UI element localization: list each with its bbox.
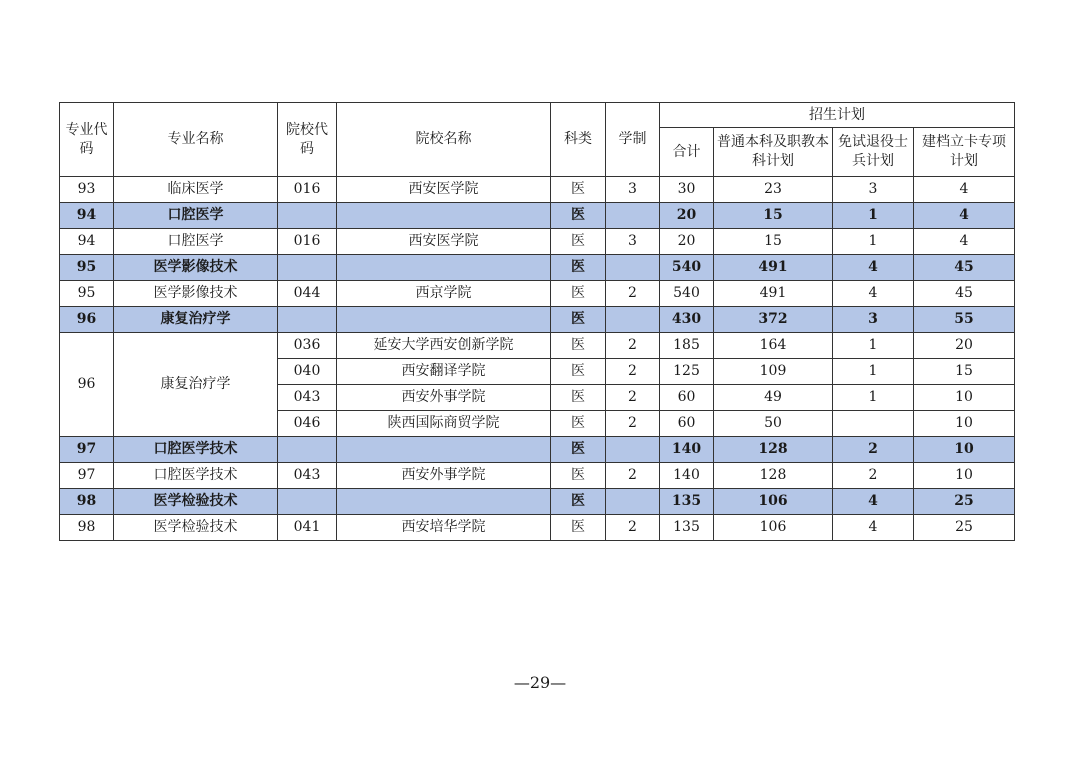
cell-veteran: 3	[833, 177, 914, 203]
cell-school-name	[337, 203, 551, 229]
cell-duration: 2	[606, 359, 660, 385]
cell-major-name: 临床医学	[114, 177, 278, 203]
cell-regular: 491	[714, 281, 833, 307]
cell-school-code: 043	[278, 385, 337, 411]
cell-special: 25	[914, 515, 1015, 541]
cell-total: 540	[660, 255, 714, 281]
cell-special: 10	[914, 411, 1015, 437]
cell-regular: 109	[714, 359, 833, 385]
cell-duration: 2	[606, 463, 660, 489]
cell-veteran: 4	[833, 515, 914, 541]
cell-school-name: 陕西国际商贸学院	[337, 411, 551, 437]
cell-total: 125	[660, 359, 714, 385]
cell-major-code: 98	[60, 489, 114, 515]
cell-school-code: 043	[278, 463, 337, 489]
cell-major-name: 康复治疗学	[114, 307, 278, 333]
cell-major-code: 97	[60, 463, 114, 489]
header-category: 科类	[551, 103, 606, 177]
cell-veteran: 2	[833, 437, 914, 463]
cell-school-code: 016	[278, 229, 337, 255]
table-row	[60, 515, 1015, 541]
cell-category: 医	[551, 203, 606, 229]
cell-school-name	[337, 255, 551, 281]
enrollment-plan-table	[59, 102, 1015, 541]
cell-major-name: 口腔医学技术	[114, 437, 278, 463]
cell-major-code: 98	[60, 515, 114, 541]
cell-regular: 23	[714, 177, 833, 203]
table-row	[60, 229, 1015, 255]
cell-category: 医	[551, 333, 606, 359]
table-row	[60, 333, 1015, 359]
cell-veteran: 2	[833, 463, 914, 489]
cell-category: 医	[551, 359, 606, 385]
summary-row	[60, 489, 1015, 515]
cell-regular: 372	[714, 307, 833, 333]
cell-special: 25	[914, 489, 1015, 515]
cell-school-name	[337, 489, 551, 515]
header-total: 合计	[660, 128, 714, 177]
cell-major-name: 医学影像技术	[114, 255, 278, 281]
cell-major-code: 94	[60, 203, 114, 229]
cell-major-name: 医学影像技术	[114, 281, 278, 307]
cell-duration	[606, 489, 660, 515]
cell-school-code	[278, 437, 337, 463]
cell-category: 医	[551, 437, 606, 463]
cell-school-name: 西安外事学院	[337, 463, 551, 489]
cell-total: 135	[660, 489, 714, 515]
cell-special: 10	[914, 385, 1015, 411]
cell-school-code	[278, 255, 337, 281]
cell-major-code: 93	[60, 177, 114, 203]
cell-category: 医	[551, 411, 606, 437]
cell-major-code: 96	[60, 333, 114, 437]
table-header	[60, 103, 1015, 177]
cell-major-code: 97	[60, 437, 114, 463]
summary-row	[60, 203, 1015, 229]
page-number: —29—	[513, 673, 567, 692]
cell-category: 医	[551, 515, 606, 541]
header-veteran: 免试退役士兵计划	[833, 128, 914, 177]
cell-regular: 164	[714, 333, 833, 359]
header-special: 建档立卡专项计划	[914, 128, 1015, 177]
cell-school-code: 036	[278, 333, 337, 359]
cell-special: 10	[914, 463, 1015, 489]
cell-major-code: 95	[60, 281, 114, 307]
cell-regular: 128	[714, 463, 833, 489]
cell-veteran: 4	[833, 255, 914, 281]
cell-major-code: 94	[60, 229, 114, 255]
cell-total: 30	[660, 177, 714, 203]
cell-major-name: 康复治疗学	[114, 333, 278, 437]
cell-regular: 128	[714, 437, 833, 463]
header-school-name: 院校名称	[337, 103, 551, 177]
cell-school-code: 040	[278, 359, 337, 385]
header-major-name: 专业名称	[114, 103, 278, 177]
cell-veteran: 1	[833, 203, 914, 229]
table-row	[60, 281, 1015, 307]
cell-special: 45	[914, 281, 1015, 307]
cell-duration	[606, 203, 660, 229]
cell-special: 15	[914, 359, 1015, 385]
cell-veteran: 1	[833, 333, 914, 359]
cell-total: 20	[660, 203, 714, 229]
cell-total: 540	[660, 281, 714, 307]
cell-school-name: 西安医学院	[337, 229, 551, 255]
cell-category: 医	[551, 463, 606, 489]
cell-special: 20	[914, 333, 1015, 359]
cell-school-name: 西安培华学院	[337, 515, 551, 541]
cell-duration	[606, 307, 660, 333]
cell-regular: 15	[714, 229, 833, 255]
cell-total: 185	[660, 333, 714, 359]
summary-row	[60, 437, 1015, 463]
cell-special: 4	[914, 229, 1015, 255]
cell-veteran: 3	[833, 307, 914, 333]
cell-special: 4	[914, 177, 1015, 203]
header-major-code: 专业代码	[60, 103, 114, 177]
cell-duration: 2	[606, 333, 660, 359]
table-row	[60, 177, 1015, 203]
cell-major-name: 口腔医学技术	[114, 463, 278, 489]
cell-category: 医	[551, 281, 606, 307]
cell-regular: 106	[714, 515, 833, 541]
cell-major-name: 医学检验技术	[114, 515, 278, 541]
cell-duration	[606, 255, 660, 281]
cell-duration	[606, 437, 660, 463]
cell-school-name	[337, 437, 551, 463]
cell-category: 医	[551, 177, 606, 203]
cell-school-name	[337, 307, 551, 333]
cell-school-name: 西京学院	[337, 281, 551, 307]
header-school-code: 院校代码	[278, 103, 337, 177]
cell-veteran: 4	[833, 281, 914, 307]
cell-total: 140	[660, 437, 714, 463]
cell-school-name: 西安翻译学院	[337, 359, 551, 385]
cell-school-code: 046	[278, 411, 337, 437]
cell-regular: 49	[714, 385, 833, 411]
header-duration: 学制	[606, 103, 660, 177]
cell-category: 医	[551, 255, 606, 281]
cell-special: 45	[914, 255, 1015, 281]
cell-special: 10	[914, 437, 1015, 463]
cell-duration: 3	[606, 229, 660, 255]
cell-category: 医	[551, 385, 606, 411]
cell-total: 60	[660, 385, 714, 411]
cell-duration: 2	[606, 281, 660, 307]
cell-duration: 2	[606, 515, 660, 541]
header-plan-group: 招生计划	[660, 103, 1015, 128]
cell-total: 430	[660, 307, 714, 333]
cell-total: 140	[660, 463, 714, 489]
cell-school-name: 延安大学西安创新学院	[337, 333, 551, 359]
table-body	[60, 177, 1015, 541]
cell-veteran: 1	[833, 385, 914, 411]
cell-major-name: 口腔医学	[114, 203, 278, 229]
cell-school-code: 044	[278, 281, 337, 307]
cell-school-code: 016	[278, 177, 337, 203]
cell-category: 医	[551, 489, 606, 515]
cell-major-code: 96	[60, 307, 114, 333]
cell-veteran: 1	[833, 229, 914, 255]
cell-duration: 2	[606, 385, 660, 411]
cell-regular: 106	[714, 489, 833, 515]
cell-special: 55	[914, 307, 1015, 333]
cell-major-name: 口腔医学	[114, 229, 278, 255]
cell-school-code	[278, 307, 337, 333]
cell-veteran: 4	[833, 489, 914, 515]
cell-school-code: 041	[278, 515, 337, 541]
cell-category: 医	[551, 307, 606, 333]
cell-major-name: 医学检验技术	[114, 489, 278, 515]
cell-category: 医	[551, 229, 606, 255]
cell-total: 60	[660, 411, 714, 437]
cell-duration: 3	[606, 177, 660, 203]
cell-major-code: 95	[60, 255, 114, 281]
cell-school-name: 西安外事学院	[337, 385, 551, 411]
cell-school-name: 西安医学院	[337, 177, 551, 203]
cell-regular: 491	[714, 255, 833, 281]
summary-row	[60, 255, 1015, 281]
cell-veteran: 1	[833, 359, 914, 385]
cell-veteran	[833, 411, 914, 437]
cell-total: 135	[660, 515, 714, 541]
table-row	[60, 463, 1015, 489]
cell-duration: 2	[606, 411, 660, 437]
cell-school-code	[278, 489, 337, 515]
cell-total: 20	[660, 229, 714, 255]
summary-row	[60, 307, 1015, 333]
header-regular: 普通本科及职教本科计划	[714, 128, 833, 177]
cell-school-code	[278, 203, 337, 229]
cell-regular: 15	[714, 203, 833, 229]
cell-regular: 50	[714, 411, 833, 437]
cell-special: 4	[914, 203, 1015, 229]
